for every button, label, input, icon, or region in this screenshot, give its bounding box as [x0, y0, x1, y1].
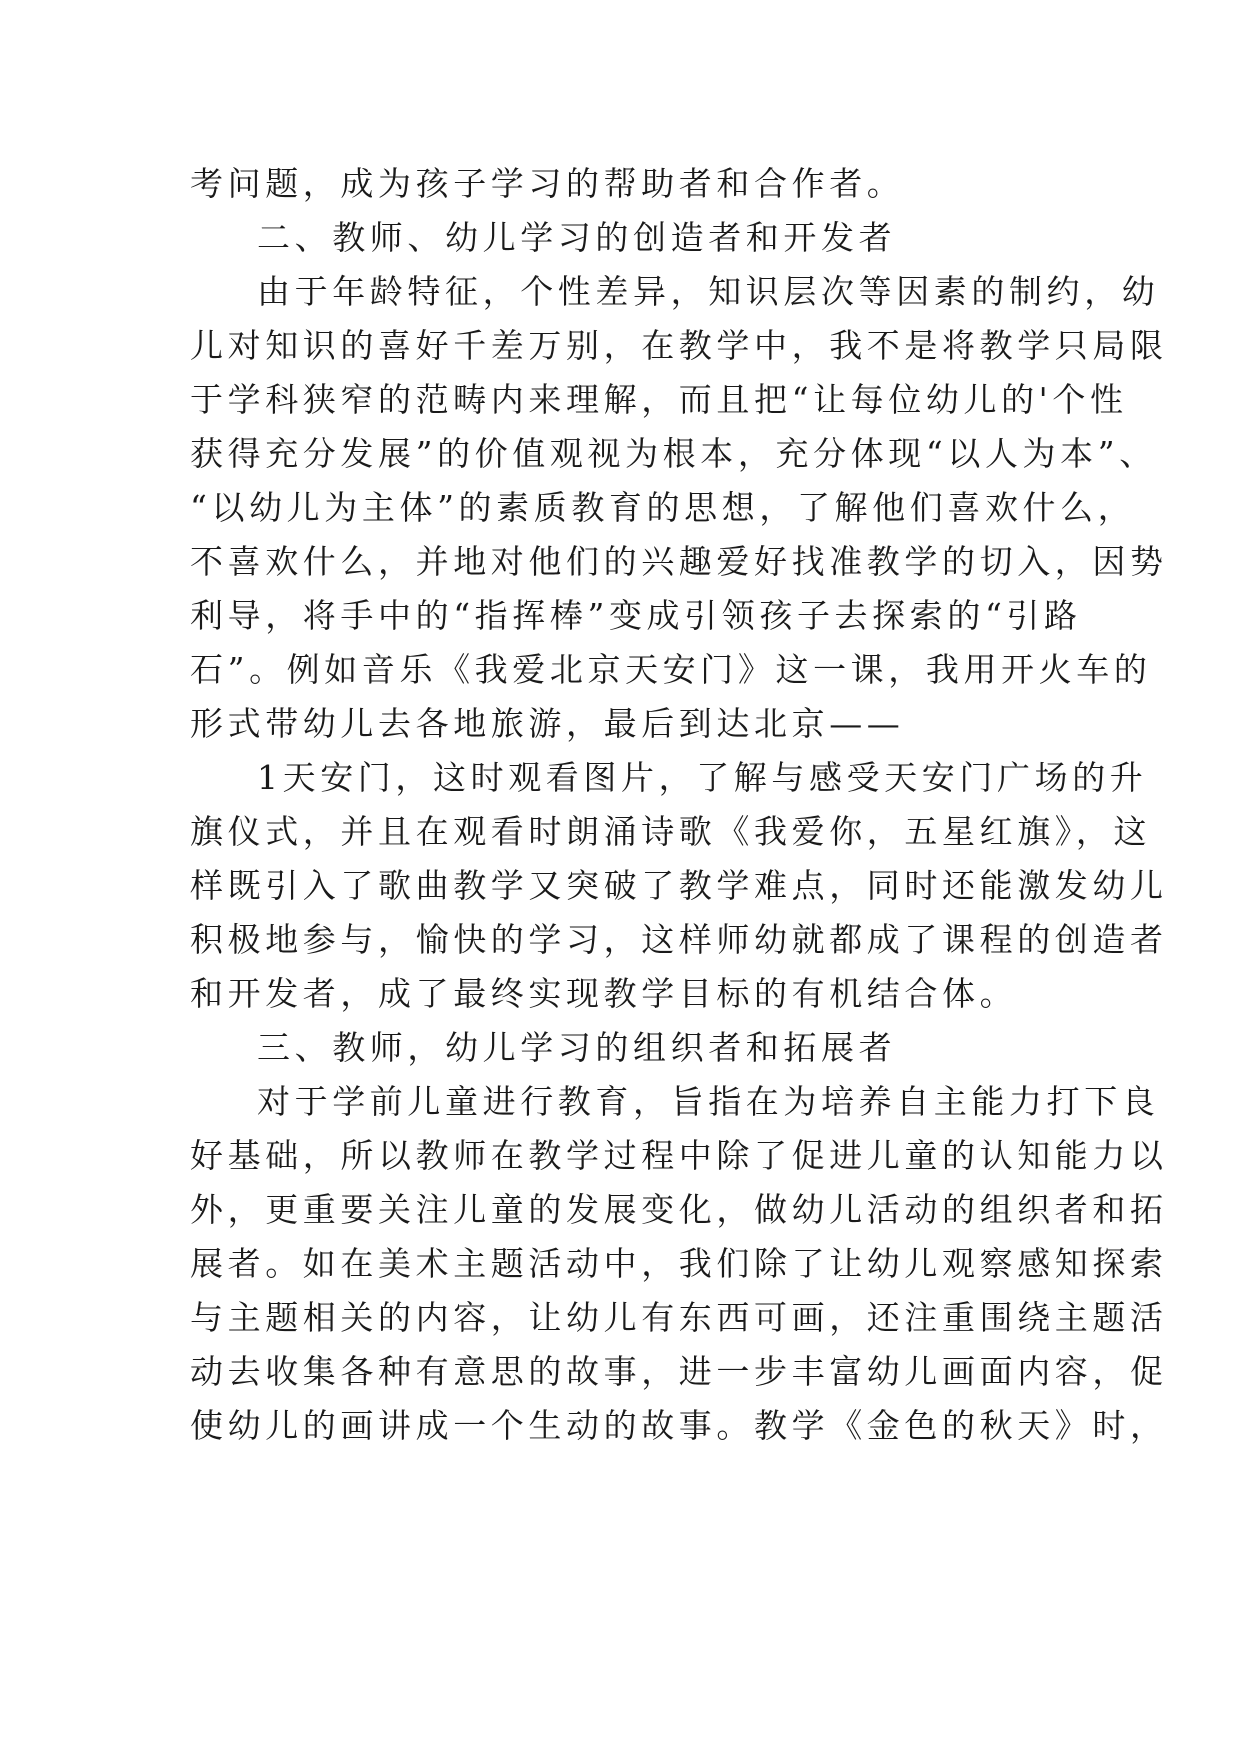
text-line: 由于年龄特征，个性差异，知识层次等因素的制约，幼: [257, 272, 1160, 311]
text-line: 使幼儿的画讲成一个生动的故事。教学《金色的秋天》时，: [190, 1406, 1168, 1445]
text-line: 考问题，成为孩子学习的帮助者和合作者。: [190, 164, 905, 203]
section-heading: 二、教师、幼儿学习的创造者和开发者: [257, 218, 897, 257]
text-line: “以幼儿为主体”的素质教育的思想，了解他们喜欢什么，: [190, 488, 1136, 527]
text-line: 旗仪式，并且在观看时朗涌诗歌《我爱你，五星红旗》，这: [190, 812, 1152, 851]
text-line: 于学科狭窄的范畴内来理解，而且把“让每位幼儿的'个性: [190, 380, 1128, 419]
text-line: 与主题相关的内容，让幼儿有东西可画，还注重围绕主题活: [190, 1298, 1168, 1337]
text-line: 1天安门，这时观看图片，了解与感受天安门广场的升: [257, 758, 1148, 797]
text-line: 外，更重要关注儿童的发展变化，做幼儿活动的组织者和拓: [190, 1190, 1168, 1229]
text-line: 积极地参与，愉快的学习，这样师幼就都成了课程的创造者: [190, 920, 1168, 959]
text-line: 形式带幼儿去各地旅游，最后到达北京——: [190, 704, 905, 743]
text-line: 展者。如在美术主题活动中，我们除了让幼儿观察感知探索: [190, 1244, 1168, 1283]
text-line: 儿对知识的喜好千差万别，在教学中，我不是将教学只局限: [190, 326, 1168, 365]
section-heading: 三、教师，幼儿学习的组织者和拓展者: [257, 1028, 897, 1067]
text-line: 样既引入了歌曲教学又突破了教学难点，同时还能激发幼儿: [190, 866, 1168, 905]
text-line: 和开发者，成了最终实现教学目标的有机结合体。: [190, 974, 1018, 1013]
text-line: 不喜欢什么，并地对他们的兴趣爱好找准教学的切入，因势: [190, 542, 1168, 581]
text-line: 好基础，所以教师在教学过程中除了促进儿童的认知能力以: [190, 1136, 1168, 1175]
text-line: 对于学前儿童进行教育，旨指在为培养自主能力打下良: [257, 1082, 1160, 1121]
text-line: 获得充分发展”的价值观视为根本，充分体现“以人为本”、: [190, 434, 1157, 473]
text-line: 利导，将手中的“指挥棒”变成引领孩子去探索的“引路: [190, 596, 1082, 635]
text-line: 动去收集各种有意思的故事，进一步丰富幼儿画面内容，促: [190, 1352, 1168, 1391]
text-line: 石”。例如音乐《我爱北京天安门》这一课，我用开火车的: [190, 650, 1152, 689]
